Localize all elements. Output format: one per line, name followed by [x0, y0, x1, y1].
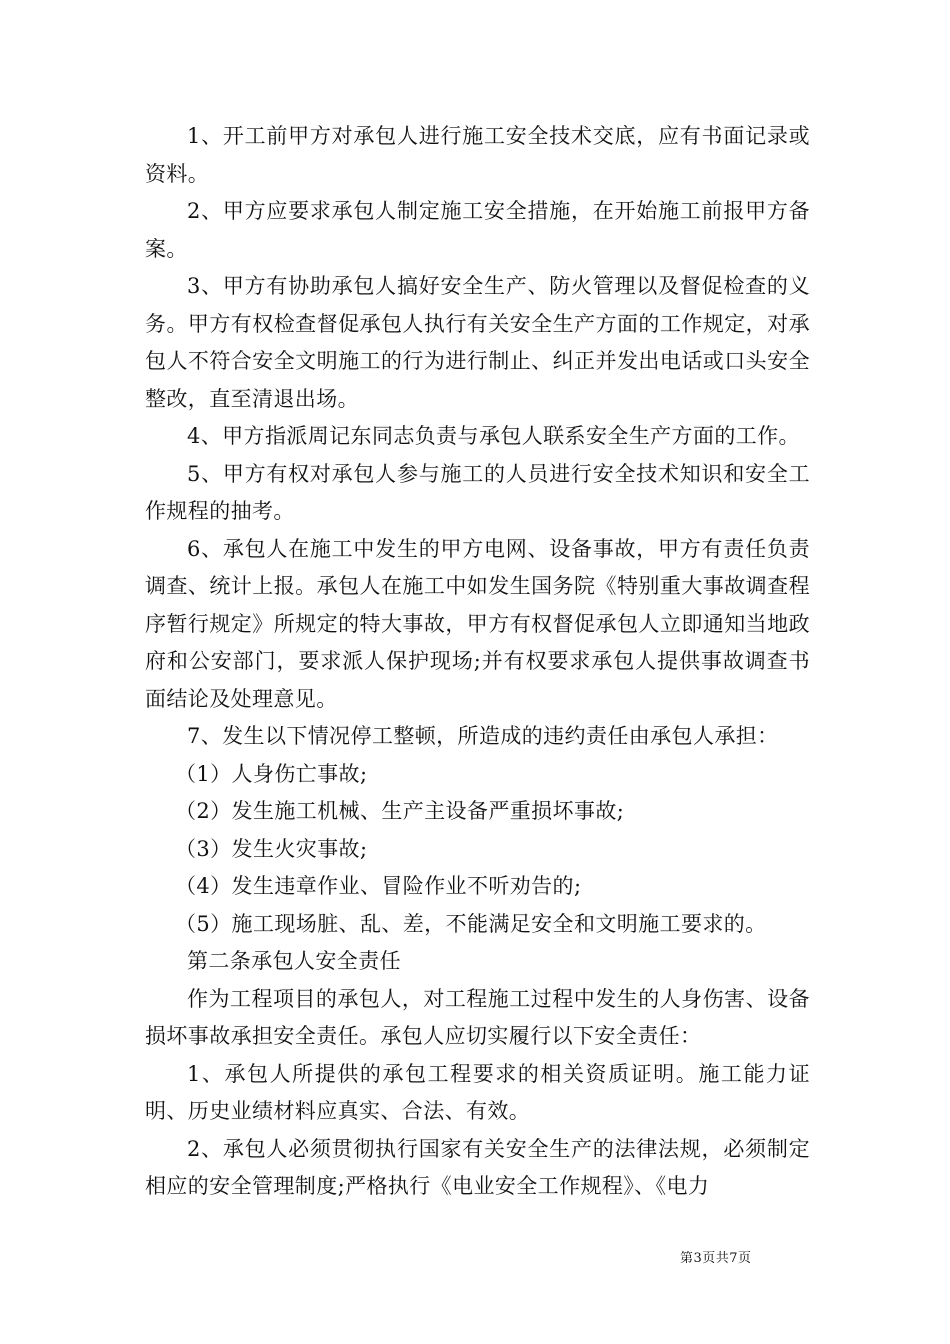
section-heading: 第二条承包人安全责任: [187, 949, 401, 973]
page-number-footer: 第3页共7页: [680, 1251, 752, 1266]
list-item-3: （3）发生火灾事故;: [175, 836, 368, 861]
paragraph-1: 1、开工前甲方对承包人进行施工安全技术交底，应有书面记录或资料。: [145, 124, 810, 186]
paragraph-7: 7、发生以下情况停工整顿，所造成的违约责任由承包人承担：: [187, 724, 779, 748]
paragraph-4: 4、甲方指派周记东同志负责与承包人联系安全生产方面的工作。: [187, 424, 800, 448]
paragraph-3: 3、甲方有协助承包人搞好安全生产、防火管理以及督促检查的义务。甲方有权检查督促承包人执行有关安全生产方面的工作规定，对承包人不符合安全文明施工的行为进行制止、纠正并发出电话或口头安全整改，直至清退出场。: [145, 274, 810, 411]
paragraph-2: 2、甲方应要求承包人制定施工安全措施，在开始施工前报甲方备案。: [145, 199, 810, 261]
list-item-2: （2）发生施工机械、生产主设备严重损坏事故;: [175, 799, 625, 823]
paragraph-9: 1、承包人所提供的承包工程要求的相关资质证明。施工能力证明、历史业绩材料应真实、合法、有效。: [145, 1061, 810, 1123]
paragraph-5: 5、甲方有权对承包人参与施工的人员进行安全技术知识和安全工作规程的抽考。: [145, 461, 810, 523]
document-body: [145, 118, 810, 1206]
list-item-5: （5）施工现场脏、乱、差，不能满足安全和文明施工要求的。: [175, 911, 767, 936]
list-item-1: （1）人身伤亡事故;: [175, 761, 368, 786]
list-item-4: （4）发生违章作业、冒险作业不听劝告的;: [175, 874, 582, 898]
paragraph-6: 6、承包人在施工中发生的甲方电网、设备事故，甲方有责任负责调查、统计上报。承包人在施工中如发生国务院《特别重大事故调查程序暂行规定》所规定的特大事故，甲方有权督促承包人立即通知当地政府和公安部门，要求派人保护现场;并有权要求承包人提供事故调查书面结论及处理意见。: [145, 536, 810, 711]
paragraph-8: 作为工程项目的承包人，对工程施工过程中发生的人身伤害、设备损坏事故承担安全责任。承包人应切实履行以下安全责任：: [145, 986, 810, 1048]
paragraph-10: 2、承包人必须贯彻执行国家有关安全生产的法律法规，必须制定相应的安全管理制度;严格执行《电业安全工作规程》、《电力: [145, 1136, 810, 1198]
